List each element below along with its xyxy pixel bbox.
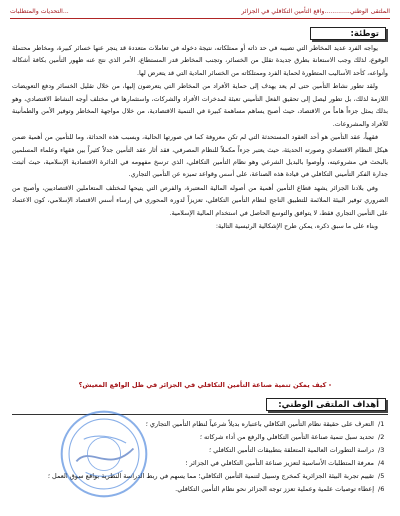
header-subtitle: ...التحديات والمتطلبات (10, 7, 69, 15)
goals-list (12, 418, 388, 495)
intro-paragraph: يواجه الفرد عديد المخاطر التي تصيبه في حد ذاته أو ممتلكاته، نتيجة دخوله في تعاملات متعددة قد ينجر عنها خسائر كبيرة، ومخاطر محتملة الوقوع، لذلك وجب الاستعانة بطرق جديدة تقلل من الخسائر، وتجنب المخاطر قدر المستطاع، الأمر الذي نتج عنه ظهور التأمين بكافة أشكاله وأنواعه، كأحد الأساليب المتطورة لحماية الفرد وممتلكاته من الخسائر المادية التي قد يتعرض لها. (12, 45, 388, 77)
goal-item: 3/ دراسة التطورات العالمية المتعلقة بتطبيقات التأمين التكافلي ؛ (209, 445, 385, 454)
intro-section-title: توطئة: (310, 27, 386, 40)
research-question: - كيف يمكن تنمية صناعة التأمين التكافلي في الجزائر في ظل الواقع المعيش؟ (78, 381, 332, 389)
goal-item: 6/ إعطاء توصيات علمية وعملية تعزز توجه الجزائر نحو نظام التأمين التكافلي. (175, 484, 385, 493)
goal-item: 2/ تحديد سبل تنمية صناعة التأمين التكافلي والرفع من أداء شركاته ؛ (199, 432, 385, 441)
intro-paragraph: وفي بلادنا الجزائر يشهد قطاع التأمين أهمية من أصوله المالية المعتبرة، والفرص التي يتيحها لمختلف المتعاملين الاقتصاديين، وأصبح من الضروري توفير البيئة الملائمة للتطبيق الناجح لنظام التأمين التكافلي، تعزيزاً لدوره المحوري في إرساء أسس الاقتصاد الإسلامي، كون الاعتماد على التأمين التجاري فقط، لا يتوافق والتوسع الحاصل في استخدام المالية الإسلامية. (12, 185, 388, 217)
intro-paragraph: ولقد تطور نشاط التأمين حتى لم يعد يهدف إلى حماية الأفراد من المخاطر التي يتعرضون إليها، من خلال تقليل الخسائر ودفع التعويضات اللازمة لذلك، بل تطور ليصل إلى تحقيق الفعل التأميني تعبئة لمدخرات الأفراد والشركات، واستثمارها في مختلف أوجه النشاط الاقتصادي، وهو بذلك يمثل جزءاً هاماً من الاقتصاد، حيث أصبح يساهم مساهمة كبيرة في التنمية الاقتصادية، من خلال مواجهة المخاطر وتوفير الأمن والطمأنينة للأفراد والمشروعات. (12, 83, 388, 128)
goal-item: 1/ التعرف على حقيقة نظام التأمين التكافلي باعتباره بديلاً شرعياً لنظام التأمين التجاري ؛ (145, 420, 385, 428)
goal-item: 4/ معرفة المتطلبات الأساسية لتعزيز صناعة التأمين التكافلي في الجزائر ؛ (185, 458, 385, 467)
intro-paragraph: وبناء على ما سبق ذكره، يمكن طرح الإشكالية الرئيسية التالية: (215, 223, 378, 231)
page-header (10, 4, 390, 19)
intro-body (12, 43, 388, 235)
goals-section-title: أهداف الملتقى الوطني: (266, 398, 386, 411)
section-divider (12, 414, 388, 415)
intro-paragraph: فقهياً، عقد التأمين هو أحد العقود المستحدثة التي لم تكن معروفة كما في صورتها الحالية، وبسبب هذه الحداثة، وما للتأمين من أهمية ضمن هيكل النظام الاقتصادي وصورته الحديثة، حيث يعتبر جزءاً مكملاً للنظام المصرفي، فقد أثار عقد التأمين جدلاً كثيراً بين فقهاء وعلماء المسلمين بالبحث في مشروعيته، وأوصوا بالبديل الشرعي وهو نظام التأمين التكافلي، الذي ترسخ مفهومه في الدائرة الاقتصادية الإسلامية، حيث أثبتت جدارة الفكر التأميني التكافلي في قيادة هذه الصناعة، على أسس وقواعد تميزه عن التأمين التجاري. (12, 134, 388, 179)
header-conference-title: الملتقى الوطني.............واقع التأمين التكافلي في الجزائر (241, 7, 390, 15)
goal-item: 5/ تقييم تجربة البيئة الجزائرية كمخرج وسبيل لتنمية التأمين التكافلي؛ مما يسهم في ربط الدراسة النظرية بواقع سوق العمل ؛ (47, 471, 385, 480)
